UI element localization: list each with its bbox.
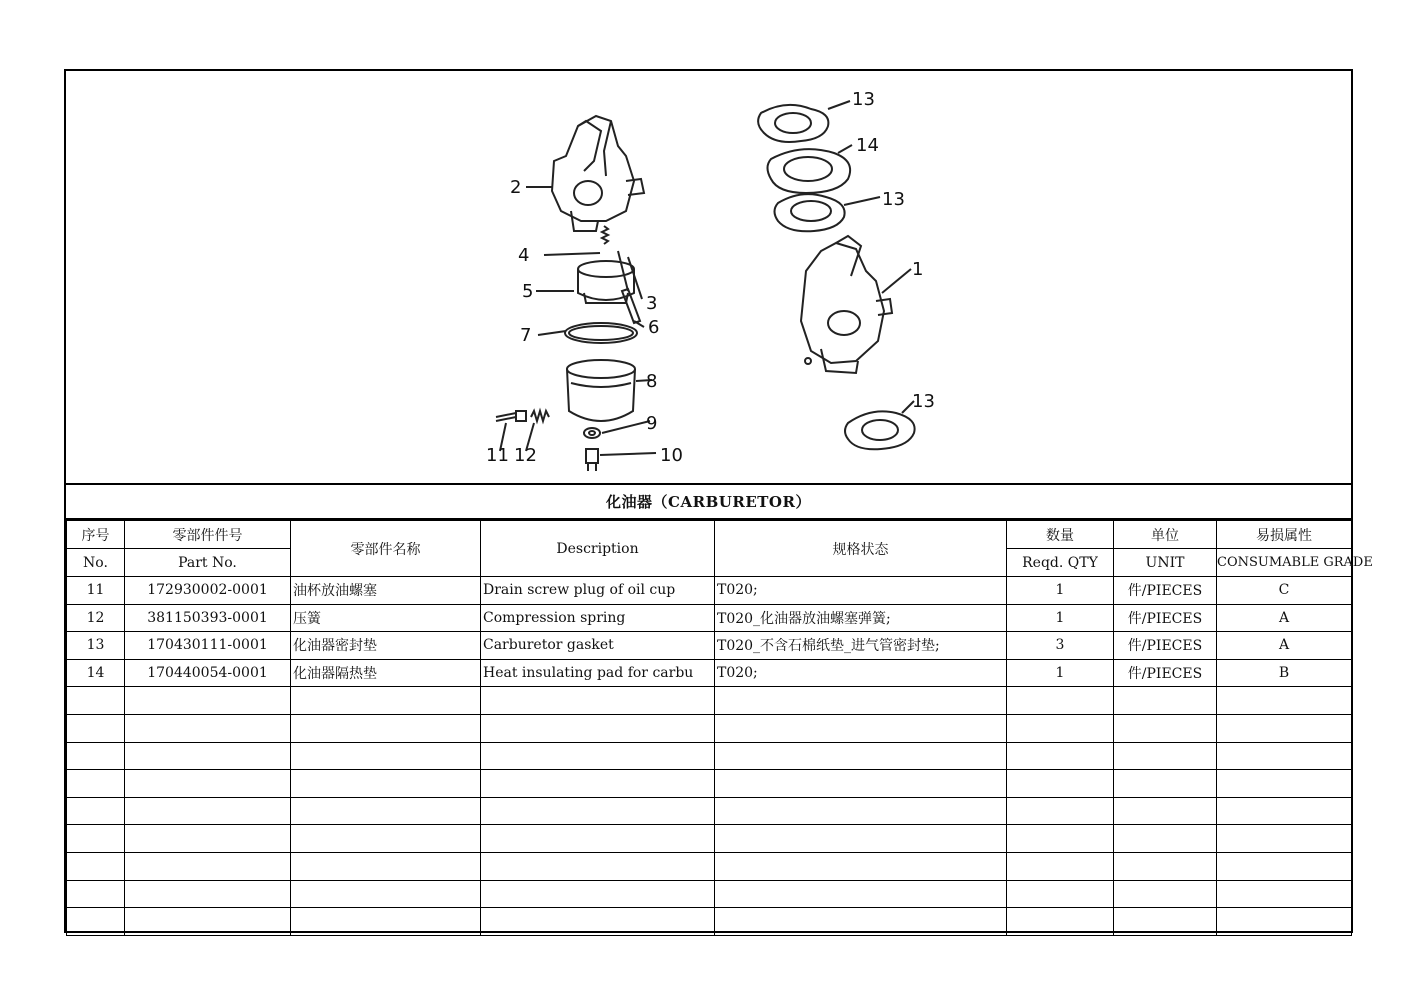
row-name: 化油器隔热垫 (291, 659, 481, 687)
callout-11: 11 (486, 445, 509, 466)
row-description: Drain screw plug of oil cup (481, 577, 715, 605)
callout-6: 6 (648, 317, 660, 338)
callout-13-top: 13 (852, 89, 875, 110)
callout-4: 4 (518, 245, 530, 266)
row-unit: 件/PIECES (1114, 604, 1217, 632)
row-qty: 1 (1007, 659, 1114, 687)
callout-3: 3 (646, 293, 658, 314)
row-name: 化油器密封垫 (291, 632, 481, 660)
row-unit: 件/PIECES (1114, 632, 1217, 660)
callout-8: 8 (646, 371, 658, 392)
header-part-cn: 零部件件号 (125, 521, 291, 549)
empty-row (67, 742, 1352, 770)
exploded-diagram (66, 71, 1351, 485)
row-name: 压簧 (291, 604, 481, 632)
row-grade: A (1217, 632, 1352, 660)
header-qty-cn: 数量 (1007, 521, 1114, 549)
header-description: Description (481, 521, 715, 577)
row-spec: T020; (715, 577, 1007, 605)
header-qty-en: Reqd. QTY (1007, 549, 1114, 577)
row-qty: 3 (1007, 632, 1114, 660)
empty-row (67, 687, 1352, 715)
header-grade-en: CONSUMABLE GRADE (1217, 549, 1352, 577)
callout-5: 5 (522, 281, 534, 302)
table-row (67, 632, 1352, 660)
row-name: 油杯放油螺塞 (291, 577, 481, 605)
section-title: 化油器（CARBURETOR） (66, 485, 1351, 520)
header-grade-cn: 易损属性 (1217, 521, 1352, 549)
callout-1: 1 (912, 259, 924, 280)
header-no-en: No. (67, 549, 125, 577)
row-spec: T020; (715, 659, 1007, 687)
row-grade: A (1217, 604, 1352, 632)
callout-9: 9 (646, 413, 658, 434)
parts-sheet (64, 69, 1373, 933)
header-unit-cn: 单位 (1114, 521, 1217, 549)
callout-13-bottom: 13 (912, 391, 935, 412)
row-part-no: 170440054-0001 (125, 659, 291, 687)
callout-14: 14 (856, 135, 879, 156)
row-qty: 1 (1007, 604, 1114, 632)
header-name-cn: 零部件名称 (291, 521, 481, 577)
row-grade: B (1217, 659, 1352, 687)
callout-12: 12 (514, 445, 537, 466)
table-row (67, 604, 1352, 632)
callout-13-middle: 13 (882, 189, 905, 210)
header-row-cn (67, 521, 1352, 549)
row-no: 11 (67, 577, 125, 605)
header-spec: 规格状态 (715, 521, 1007, 577)
row-description: Heat insulating pad for carbu (481, 659, 715, 687)
row-grade: C (1217, 577, 1352, 605)
table-row (67, 577, 1352, 605)
empty-row (67, 797, 1352, 825)
header-part-en: Part No. (125, 549, 291, 577)
empty-row (67, 770, 1352, 798)
row-unit: 件/PIECES (1114, 577, 1217, 605)
row-no: 12 (67, 604, 125, 632)
row-qty: 1 (1007, 577, 1114, 605)
row-unit: 件/PIECES (1114, 659, 1217, 687)
row-part-no: 381150393-0001 (125, 604, 291, 632)
carburetor-exploded-view (66, 71, 1351, 483)
row-no: 14 (67, 659, 125, 687)
row-description: Carburetor gasket (481, 632, 715, 660)
empty-row (67, 880, 1352, 908)
table-row (67, 659, 1352, 687)
row-spec: T020_化油器放油螺塞弹簧; (715, 604, 1007, 632)
callout-2: 2 (510, 177, 522, 198)
row-description: Compression spring (481, 604, 715, 632)
empty-row (67, 908, 1352, 936)
row-spec: T020_不含石棉纸垫_进气管密封垫; (715, 632, 1007, 660)
header-unit-en: UNIT (1114, 549, 1217, 577)
parts-table (66, 520, 1373, 936)
empty-row (67, 714, 1352, 742)
callout-7: 7 (520, 325, 532, 346)
row-part-no: 172930002-0001 (125, 577, 291, 605)
empty-row (67, 852, 1352, 880)
empty-row (67, 825, 1352, 853)
header-no-cn: 序号 (67, 521, 125, 549)
row-part-no: 170430111-0001 (125, 632, 291, 660)
callout-10: 10 (660, 445, 683, 466)
row-no: 13 (67, 632, 125, 660)
